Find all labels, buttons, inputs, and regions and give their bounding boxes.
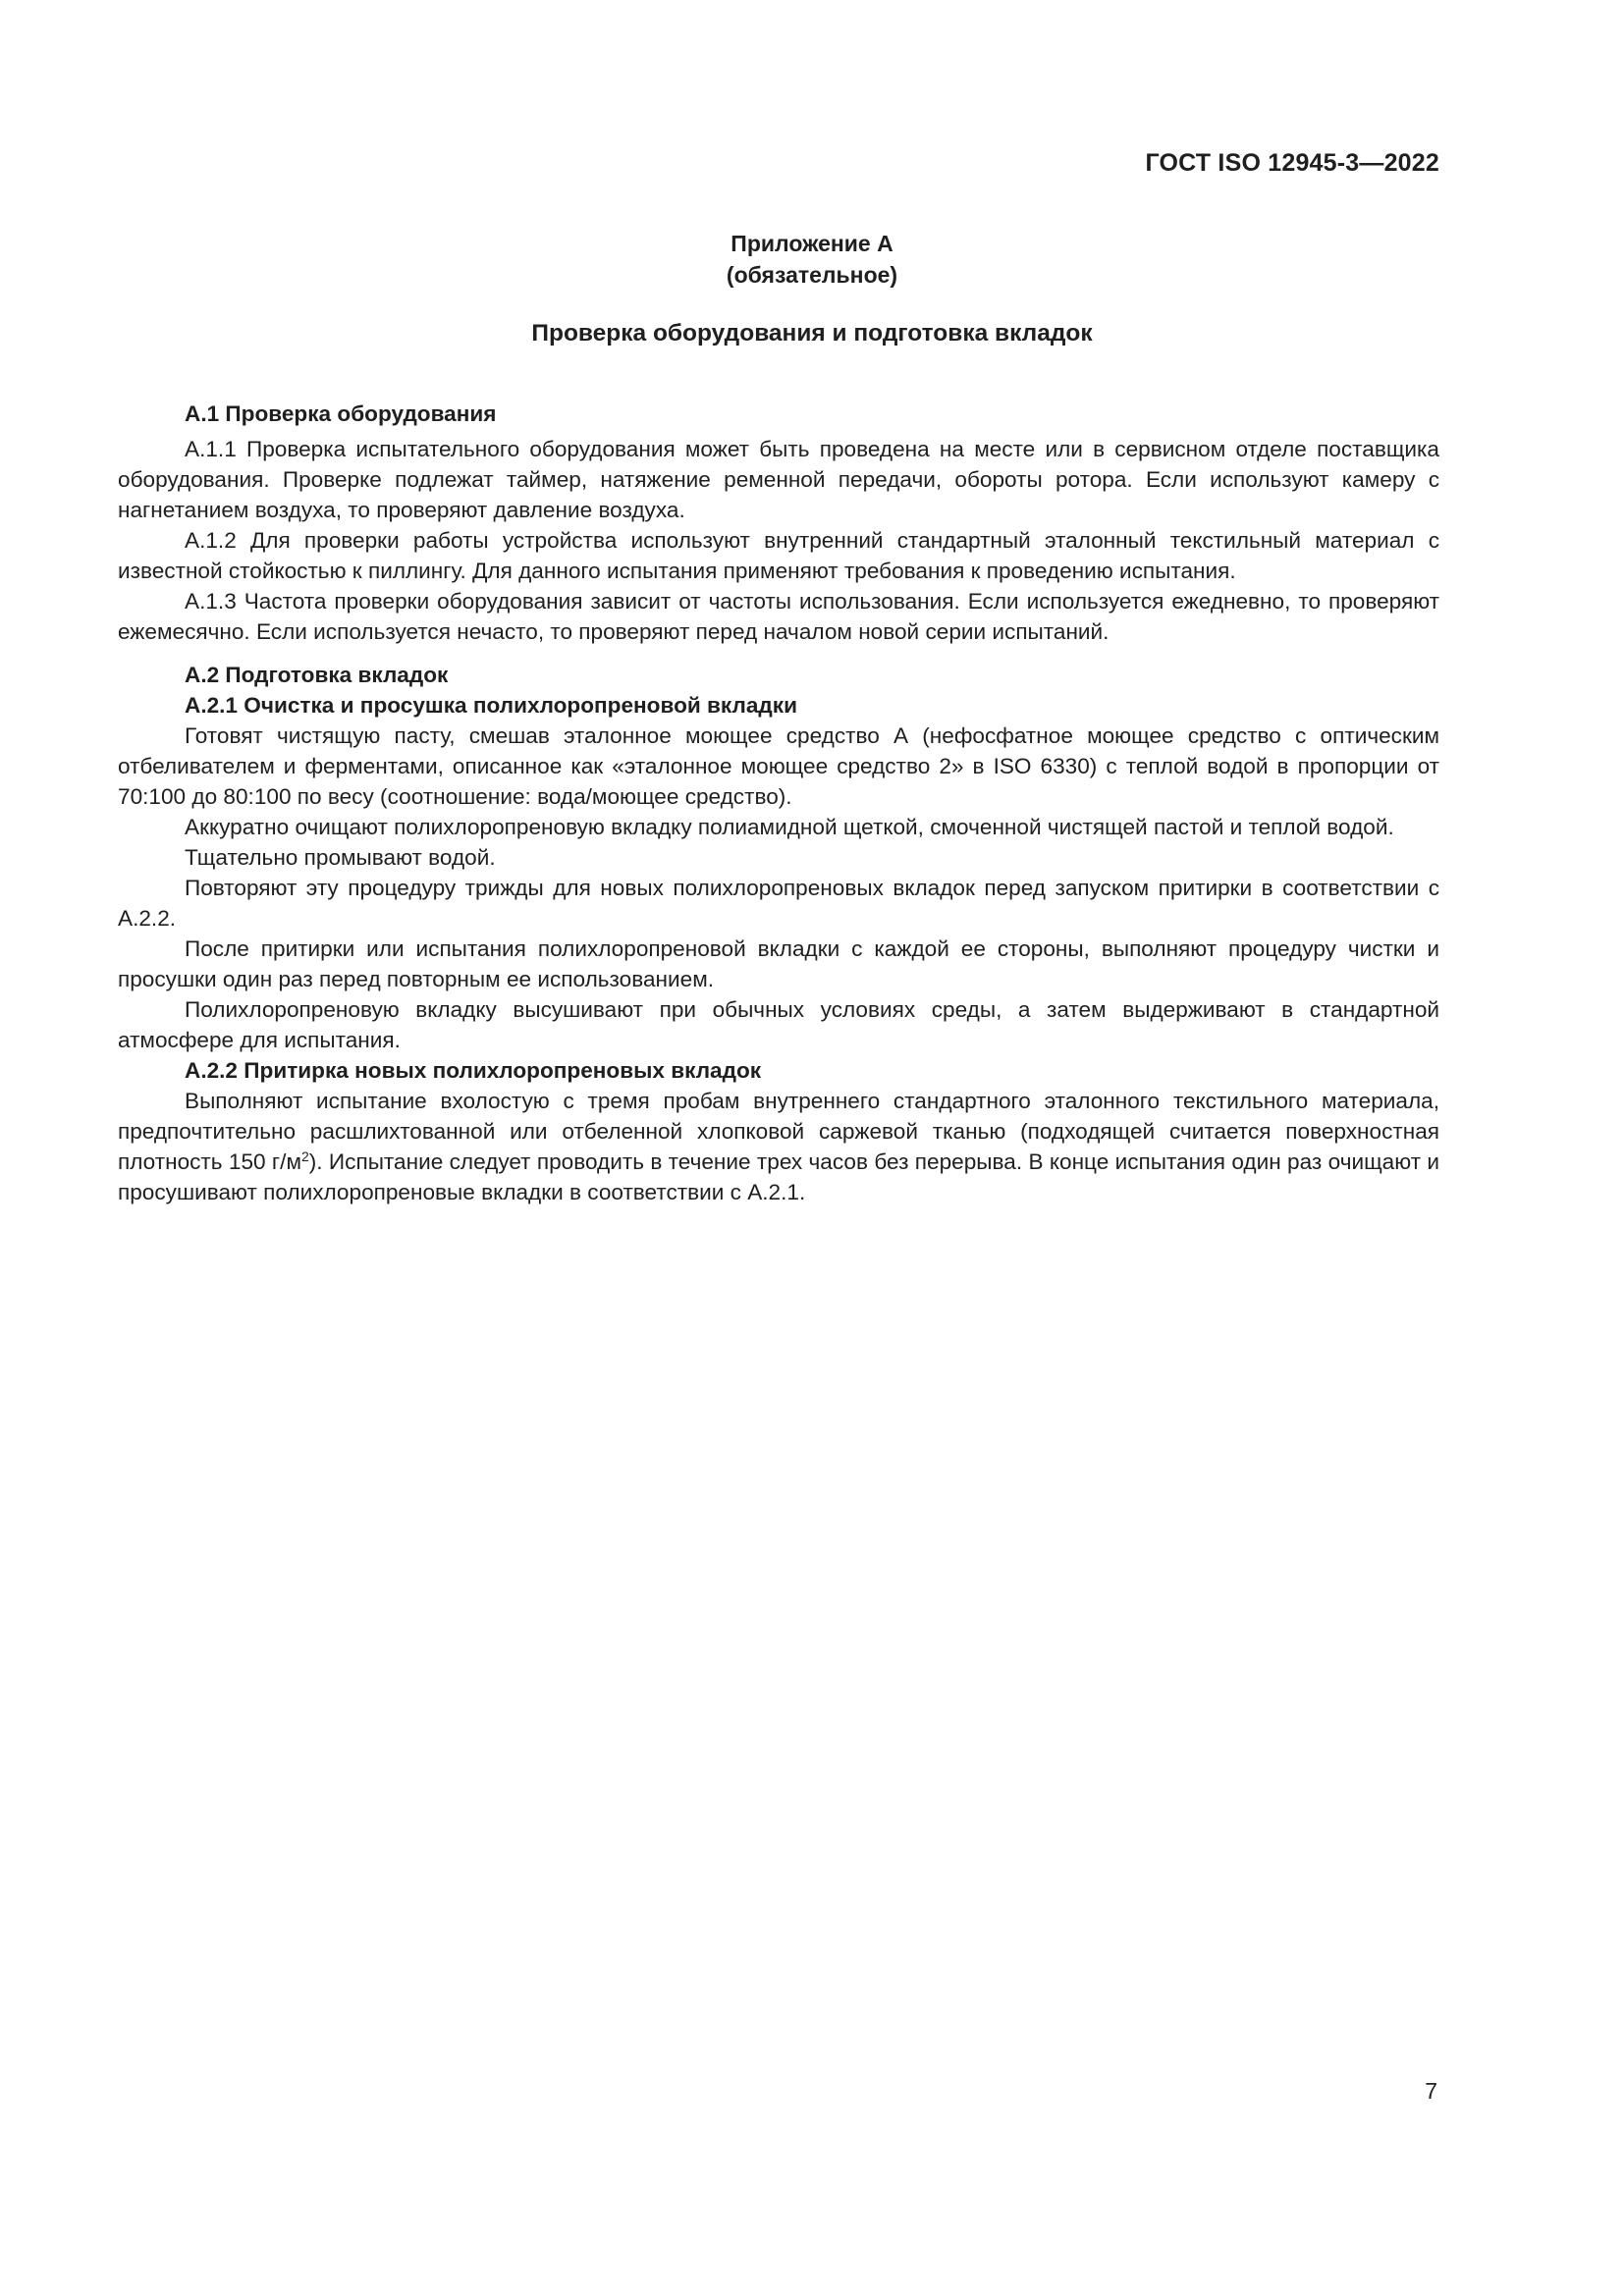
annex-title: Проверка оборудования и подготовка вкладок	[531, 320, 1093, 347]
document-code-header: ГОСТ ISO 12945-3—2022	[1145, 149, 1439, 177]
paragraph-a22-1-part1: Выполняют испытание вхолостую с тремя пробам внутреннего стандартного эталонного текстильного материала, предпочтительно расшлихтованной или отбеленной хлопковой саржевой тканью (подходящей считается поверхностная плотность 150 г/м	[118, 1089, 1439, 1174]
page-number: 7	[1425, 2078, 1437, 2104]
paragraph-a21-3: Тщательно промывают водой.	[185, 845, 496, 870]
section-a1-heading: А.1 Проверка оборудования	[185, 401, 497, 426]
paragraph-a1-1: А.1.1 Проверка испытательного оборудования может быть проведена на месте или в сервисном отделе поставщика оборудования. Проверке подлежат таймер, натяжение ременной передачи, обороты ротора. Если используют камеру с нагнетанием воздуха, то проверяют давление воздуха.	[118, 437, 1439, 522]
paragraph-a21-1: Готовят чистящую пасту, смешав эталонное моющее средство А (нефосфатное моющее средство с оптическим отбеливателем и ферментами, описанное как «эталонное моющее средство 2» в ISO 6330) с теплой водой в пропорции от 70:100 до 80:100 по весу (соотношение: вода/моющее средство).	[118, 723, 1439, 809]
annex-label: Приложение А	[731, 231, 893, 256]
subsection-a22-heading: А.2.2 Притирка новых полихлоропреновых вкладок	[185, 1058, 762, 1083]
paragraph-a1-2: А.1.2 Для проверки работы устройства используют внутренний стандартный эталонный текстильный материал с известной стойкостью к пиллингу. Для данного испытания применяют требования к проведению испытания.	[118, 528, 1439, 583]
paragraph-a21-6: Полихлоропреновую вкладку высушивают при обычных условиях среды, а затем выдерживают в стандартной атмосфере для испытания.	[118, 997, 1439, 1052]
section-a2-heading: А.2 Подготовка вкладок	[185, 663, 449, 687]
subsection-a21-heading: А.2.1 Очистка и просушка полихлоропреновой вкладки	[185, 693, 797, 718]
document-body	[118, 399, 1439, 1207]
paragraph-a1-3: А.1.3 Частота проверки оборудования зависит от частоты использования. Если используется ежедневно, то проверяют ежемесячно. Если используется нечасто, то проверяют перед началом новой серии испытаний.	[118, 589, 1439, 644]
superscript-2: 2	[300, 1148, 309, 1164]
paragraph-a22-1	[118, 1086, 1439, 1207]
annex-label-block	[0, 228, 1624, 291]
paragraph-a21-2: Аккуратно очищают полихлоропреновую вкладку полиамидной щеткой, смоченной чистящей пастой и теплой водой.	[185, 815, 1394, 839]
paragraph-a22-1-part2: ). Испытание следует проводить в течение трех часов без перерыва. В конце испытания один раз очищают и просушивают полихлоропреновые вкладки в соответствии с А.2.1.	[118, 1149, 1439, 1204]
paragraph-a21-5: После притирки или испытания полихлоропреновой вкладки с каждой ее стороны, выполняют процедуру чистки и просушки один раз перед повторным ее использованием.	[118, 936, 1439, 991]
annex-status: (обязательное)	[726, 262, 898, 288]
paragraph-a21-4: Повторяют эту процедуру трижды для новых полихлоропреновых вкладок перед запуском притирки в соответствии с А.2.2.	[118, 876, 1439, 931]
